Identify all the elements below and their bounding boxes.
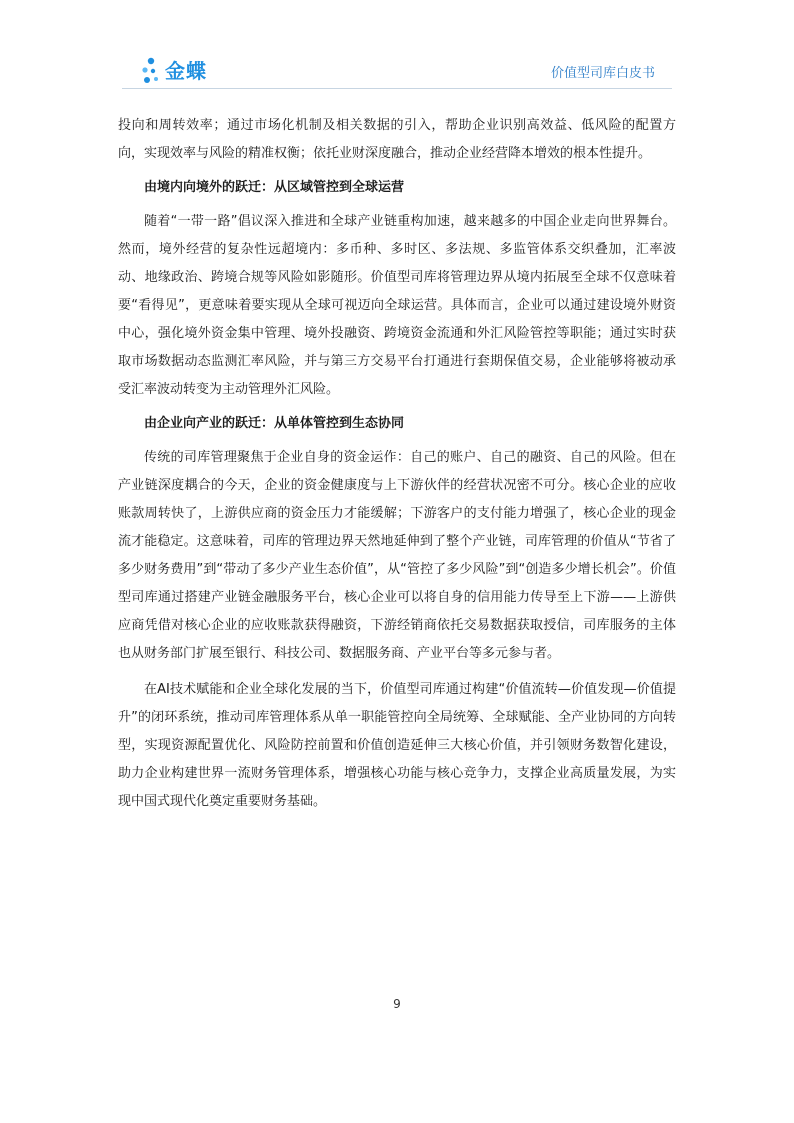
paragraph-continued: 投向和周转效率；通过市场化机制及相关数据的引入，帮助企业识别高效益、低风险的配置方向，实现效率与风险的精准权衡；依托业财深度融合，推动企业经营降本增效的根本性提升。: [118, 118, 676, 161]
kingdee-logo: [141, 57, 211, 89]
section-heading-global: 由境内向境外的跃迁：从区域管控到全球运营: [144, 180, 405, 195]
document-title: 价值型司库白皮书: [550, 66, 655, 81]
page-body: [118, 112, 676, 816]
paragraph-conclusion: 在AI技术赋能和企业全球化发展的当下，价值型司库通过构建“价值流转—价值发现—价值提升”的闭环系统，推动司库管理体系从单一职能管控向全局统筹、全球赋能、全产业协同的方向转型，实现资源配置优化、风险防控前置和价值创造延伸三大核心价值，并引领财务数智化建设，助力企业构建世界一流财务管理体系，增强核心功能与核心竞争力，支撑企业高质量发展，为实现中国式现代化奠定重要财务基础。: [118, 682, 676, 809]
page-number: 9: [393, 997, 401, 1011]
section-heading-industry: 由企业向产业的跃迁：从单体管控到生态协同: [144, 416, 405, 431]
logo-dots-icon: [141, 57, 161, 85]
header-divider: [122, 88, 672, 89]
paragraph-ecosystem: 传统的司库管理聚焦于企业自身的资金运作：自己的账户、自己的融资、自己的风险。但在产业链深度耦合的今天，企业的资金健康度与上下游伙伴的经营状况密不可分。核心企业的应收账款周转快了，上游供应商的资金压力才能缓解；下游客户的支付能力增强了，核心企业的现金流才能稳定。这意味着，司库的管理边界天然地延伸到了整个产业链，司库管理的价值从“节省了多少财务费用”到“带动了多少产业生态价值”，从“管控了多少风险”到“创造多少增长机会”。价值型司库通过搭建产业链金融服务平台，核心企业可以将自身的信用能力传导至上下游——上游供应商凭借对核心企业的应收账款获得融资，下游经销商依托交易数据获取授信，司库服务的主体也从财务部门扩展至银行、科技公司、数据服务商、产业平台等多元参与者。: [118, 450, 676, 661]
paragraph-global-operations: 随着“一带一路”倡议深入推进和全球产业链重构加速，越来越多的中国企业走向世界舞台。然而，境外经营的复杂性远超境内：多币种、多时区、多法规、多监管体系交织叠加，汇率波动、地缘政治、跨境合规等风险如影随形。价值型司库将管理边界从境内拓展至全球不仅意味着要“看得见”，更意味着要实现从全球可视迈向全球运营。具体而言，企业可以通过建设境外财资中心，强化境外资金集中管理、境外投融资、跨境资金流通和外汇风险管控等职能；通过实时获取市场数据动态监测汇率风险，并与第三方交易平台打通进行套期保值交易，企业能够将被动承受汇率波动转变为主动管理外汇风险。: [118, 214, 676, 397]
page-header: [0, 0, 794, 100]
logo-text: 金蝶: [165, 59, 207, 83]
